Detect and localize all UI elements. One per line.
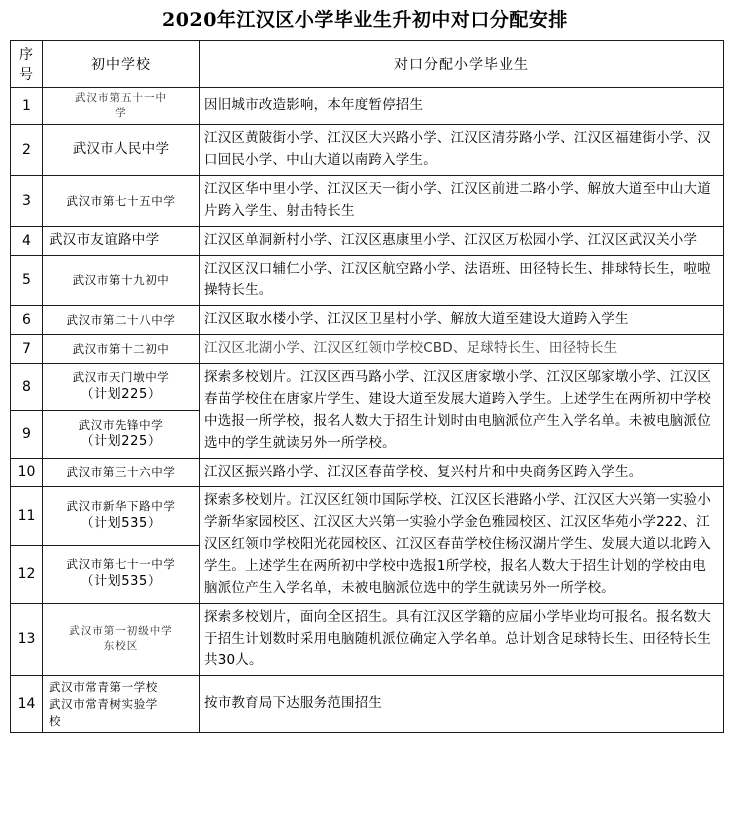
row-school: 武汉市第三十六中学 [43, 458, 200, 487]
row-school: 武汉市友谊路中学 [43, 226, 200, 255]
table-row [11, 487, 724, 545]
row-allocation: 探索多校划片，面向全区招生。具有江汉区学籍的应届小学毕业均可报名。报名数大于招生计划数时采用电脑随机派位确定入学名单。总计划含足球特长生、田径特长生共30人。 [200, 603, 724, 676]
allocation-table [10, 40, 724, 733]
row-allocation: 江汉区汉口辅仁小学、江汉区航空路小学、法语班、田径特长生、排球特长生，啦啦操特长生。 [200, 255, 724, 306]
table-row [11, 335, 724, 364]
school-name-line: 武汉市先锋中学 [78, 417, 164, 432]
row-school [43, 364, 200, 411]
row-index: 1 [11, 87, 43, 124]
school-name-line: 武汉市第七十一中学 [66, 557, 176, 572]
row-school [43, 676, 200, 733]
table-row [11, 87, 724, 124]
row-school: 武汉市第十二初中 [43, 335, 200, 364]
row-allocation-merged-11-12: 探索多校划片。江汉区红领巾国际学校、江汉区长港路小学、江汉区大兴第一实验小学新华家园校区、江汉区大兴第一实验小学金色雅园校区、江汉区华苑小学222、江汉区红领巾学校阳光花园校区、江汉区春苗学校住杨汉湖片学生、发展大道以北跨入学生。上述学生在两所初中学校中选报1所学校，报名人数大于招生计划的学校由电脑派位产生入学名单，未被电脑派位选中的学生就读另外一所学校。 [200, 487, 724, 603]
row-index: 14 [11, 676, 43, 733]
row-school [43, 411, 200, 458]
table-row [11, 176, 724, 227]
row-allocation: 江汉区振兴路小学、江汉区春苗学校、复兴村片和中央商务区跨入学生。 [200, 458, 724, 487]
table-row [11, 458, 724, 487]
column-header-index: 序号 [11, 40, 43, 87]
row-allocation: 江汉区黄陂街小学、江汉区大兴路小学、江汉区清芬路小学、江汉区福建街小学、汉口回民小学、中山大道以南跨入学生。 [200, 125, 724, 176]
row-index: 5 [11, 255, 43, 306]
school-name-line: 武汉市第五十一中 [75, 91, 167, 104]
column-header-school: 初中学校 [43, 40, 200, 87]
school-name-line: 东校区 [103, 640, 139, 653]
school-name-line: 学 [115, 107, 127, 120]
table-row [11, 603, 724, 676]
row-index: 3 [11, 176, 43, 227]
row-school: 武汉市人民中学 [43, 125, 200, 176]
row-school [43, 545, 200, 603]
school-plan-quota: （计划535） [80, 573, 162, 589]
row-allocation: 江汉区北湖小学、江汉区红领巾学校CBD、足球特长生、田径特长生 [200, 335, 724, 364]
row-index: 11 [11, 487, 43, 545]
row-allocation: 江汉区华中里小学、江汉区天一街小学、江汉区前进二路小学、解放大道至中山大道片跨入学生、射击特长生 [200, 176, 724, 227]
row-allocation-merged-8-9: 探索多校划片。江汉区西马路小学、江汉区唐家墩小学、江汉区邬家墩小学、江汉区春苗学校住在唐家片学生、建设大道至发展大道跨入学生。上述学生在两所初中学校中选报一所学校，报名人数大于招生计划时由电脑派位产生入学名单。未被电脑派位选中的学生就读另外一所学校。 [200, 364, 724, 458]
school-name-line: 武汉市第一初级中学 [69, 625, 173, 638]
table-row [11, 255, 724, 306]
school-name-line: 校 [49, 713, 62, 728]
row-index: 6 [11, 306, 43, 335]
row-index: 2 [11, 125, 43, 176]
row-allocation: 按市教育局下达服务范围招生 [200, 676, 724, 733]
row-index: 8 [11, 364, 43, 411]
row-index: 4 [11, 226, 43, 255]
row-school [43, 603, 200, 676]
school-plan-quota: （计划535） [80, 515, 162, 531]
page-title: 2020年江汉区小学毕业生升初中对口分配安排 [162, 9, 568, 31]
school-name-line: 武汉市天门墩中学 [72, 370, 170, 385]
table-header [11, 40, 724, 87]
school-name-line: 武汉市常青第一学校 [49, 680, 158, 695]
table-row [11, 364, 724, 411]
table-row [11, 676, 724, 733]
school-plan-quota: （计划225） [80, 434, 162, 450]
school-plan-quota: （计划225） [80, 387, 162, 403]
row-school: 武汉市第七十五中学 [43, 176, 200, 227]
table-body [11, 87, 724, 732]
table-container [0, 40, 730, 733]
row-school [43, 87, 200, 124]
row-index: 7 [11, 335, 43, 364]
row-school: 武汉市第十九初中 [43, 255, 200, 306]
school-name-line: 武汉市新华下路中学 [66, 499, 176, 514]
row-school: 武汉市第二十八中学 [43, 306, 200, 335]
row-allocation: 江汉区取水楼小学、江汉区卫星村小学、解放大道至建设大道跨入学生 [200, 306, 724, 335]
table-header-row [11, 40, 724, 87]
row-allocation: 江汉区单洞新村小学、江汉区惠康里小学、江汉区万松园小学、江汉区武汉关小学 [200, 226, 724, 255]
row-index: 9 [11, 411, 43, 458]
table-row [11, 306, 724, 335]
school-name-line: 武汉市常青树实验学 [49, 696, 158, 711]
table-row [11, 125, 724, 176]
row-school [43, 487, 200, 545]
row-index: 10 [11, 458, 43, 487]
column-header-allocation: 对口分配小学毕业生 [200, 40, 724, 87]
row-index: 12 [11, 545, 43, 603]
table-row [11, 226, 724, 255]
row-index: 13 [11, 603, 43, 676]
row-allocation: 因旧城市改造影响，本年度暂停招生 [200, 87, 724, 124]
